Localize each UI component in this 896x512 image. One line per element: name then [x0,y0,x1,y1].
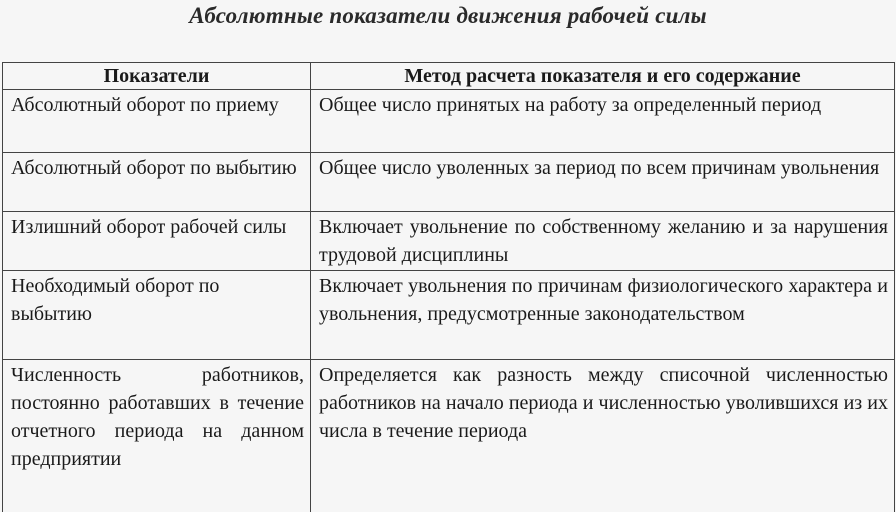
indicator-cell: Необходимый оборот по выбытию [3,271,311,360]
method-cell: Общее число принятых на работу за определенный период [311,90,895,153]
table-row [3,360,895,512]
indicator-cell: Абсолютный оборот по приему [3,90,311,153]
method-cell: Включает увольнение по собственному желанию и за нарушения трудовой дисциплины [311,212,895,271]
table-row [3,90,895,153]
table-row [3,271,895,360]
column-header-indicators: Показатели [3,63,311,90]
indicator-cell: Численность работников, постоянно работавших в течение отчетного периода на данном предприятии [3,360,311,512]
table-header-row [3,63,895,90]
indicator-cell: Абсолютный оборот по выбытию [3,153,311,212]
table-row [3,212,895,271]
indicator-cell: Излишний оборот рабочей силы [3,212,311,271]
page-title: Абсолютные показатели движения рабочей силы [189,3,707,28]
method-cell: Определяется как разность между списочной численностью работников на начало периода и численностью уволившихся из их числа в течение периода [311,360,895,512]
method-cell: Включает увольнения по причинам физиологического характера и увольнения, предусмотренные законодательством [311,271,895,360]
indicators-table [2,62,895,512]
method-cell: Общее число уволенных за период по всем причинам увольнения [311,153,895,212]
table-row [3,153,895,212]
column-header-method: Метод расчета показателя и его содержание [311,63,895,90]
